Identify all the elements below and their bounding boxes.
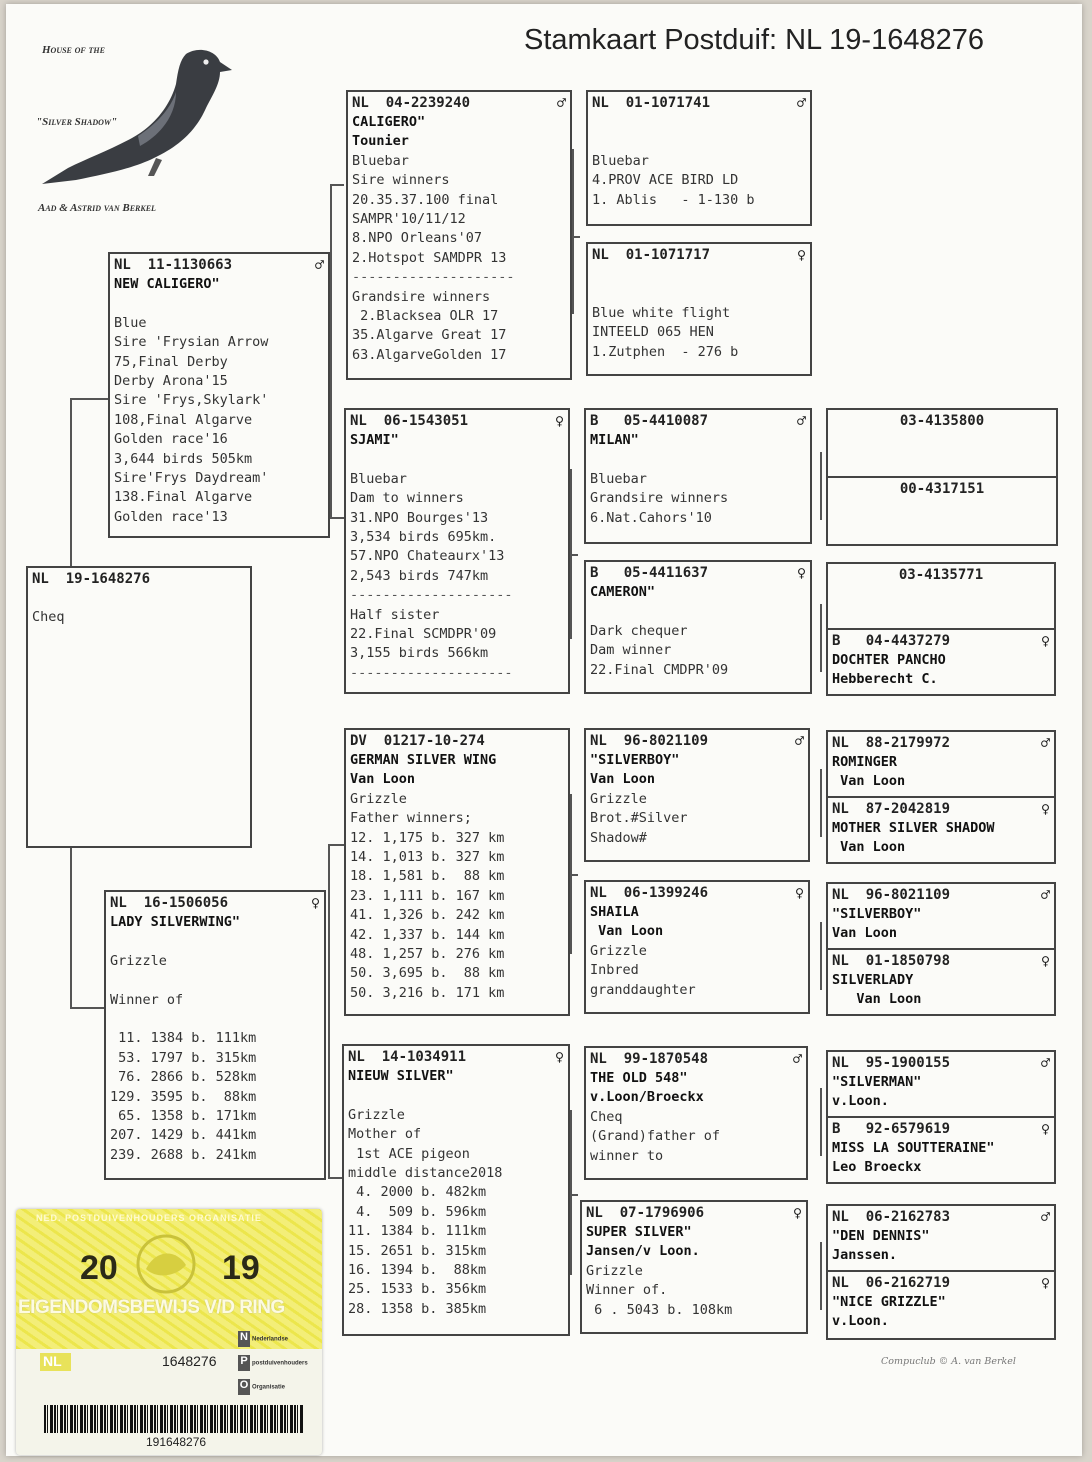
ring-code: NL 11-1130663 xyxy=(114,257,233,273)
ring-code: NL 07-1796906 xyxy=(586,1205,705,1221)
info-line: Van Loon xyxy=(832,773,906,790)
info-line: 1.Zutphen - 276 b xyxy=(592,343,739,360)
info-line: Father winners; xyxy=(350,810,472,827)
sex-symbol-icon: ♀ xyxy=(1040,1274,1050,1292)
info-line: "DEN DENNIS" xyxy=(832,1228,930,1244)
info-line: 57.NPO Chateaurx'13 xyxy=(350,548,505,565)
connector-line xyxy=(570,1110,572,1275)
sex-symbol-icon: ♂ xyxy=(556,94,566,112)
ring-number xyxy=(110,894,320,913)
info-line xyxy=(114,294,324,313)
dam-dam-sire-box xyxy=(584,1046,808,1180)
ring-code: DV 01217-10-274 xyxy=(350,733,485,749)
info-line: Shadow# xyxy=(590,829,647,846)
info-line: CAMERON" xyxy=(590,584,656,600)
info-line: Half sister xyxy=(350,606,440,623)
pigeon-logo-icon xyxy=(36,40,236,190)
info-line: Winner of xyxy=(110,991,184,1008)
info-line: 25. 1533 b. 356km xyxy=(348,1281,487,1298)
info-line: v.Loon. xyxy=(832,1093,889,1110)
ring-code: B 05-4410087 xyxy=(590,413,709,429)
ring-number xyxy=(832,734,1050,753)
sex-symbol-icon: ♂ xyxy=(796,412,806,430)
connector-line xyxy=(572,236,580,238)
info-line: Golden race'13 xyxy=(114,508,228,525)
ring-code: B 04-4437279 xyxy=(832,633,951,649)
info-line: Van Loon xyxy=(832,991,922,1008)
ring-number xyxy=(832,1120,1050,1139)
ring-code: NL 99-1870548 xyxy=(590,1051,709,1067)
info-line: Golden race'16 xyxy=(114,431,228,448)
dam-dam-dam-box xyxy=(580,1200,808,1334)
barcode-number: 191648276 xyxy=(146,1435,207,1449)
dam-box xyxy=(104,890,326,1180)
ring-number xyxy=(592,94,806,113)
info-line: "NICE GRIZZLE" xyxy=(832,1294,946,1310)
ring-number xyxy=(590,564,806,583)
info-line: middle distance2018 xyxy=(348,1165,503,1182)
info-line: Sire'Frys Daydream' xyxy=(114,470,269,487)
info-line: 138.Final Algarve xyxy=(114,489,253,506)
great-grandparent-box xyxy=(826,1050,1056,1118)
sire-box xyxy=(108,252,330,538)
info-line: "SILVERBOY" xyxy=(590,752,680,768)
ring-code: NL 96-8021109 xyxy=(832,887,951,903)
info-line: 2.Hotspot SAMDPR 13 xyxy=(352,249,507,266)
connector-line xyxy=(820,1088,822,1156)
ring-number xyxy=(590,412,806,431)
info-line xyxy=(592,284,806,303)
info-line: v.Loon. xyxy=(832,1313,889,1330)
info-line: 16. 1394 b. 88km xyxy=(348,1262,487,1279)
sire-dam-sire-box xyxy=(584,408,812,544)
connector-line xyxy=(570,1194,578,1196)
sex-symbol-icon: ♂ xyxy=(1040,886,1050,904)
info-line xyxy=(32,589,246,608)
great-grandparent-box xyxy=(826,882,1056,950)
info-line: Grizzle xyxy=(350,790,407,807)
connector-line xyxy=(570,874,578,876)
info-line xyxy=(110,1010,320,1029)
connector-line xyxy=(572,149,574,314)
info-line: 11. 1384 b. 111km xyxy=(110,1030,257,1047)
info-line: Bluebar xyxy=(352,152,409,169)
info-line: 6.Nat.Cahors'10 xyxy=(590,509,712,526)
ring-code: NL 04-2239240 xyxy=(352,95,471,111)
footer-credit: Compuclub © A. van Berkel xyxy=(881,1356,1016,1367)
ring-code: B 05-4411637 xyxy=(590,565,709,581)
info-line: Grizzle xyxy=(586,1262,643,1279)
info-line: 22.Final SCMDPR'09 xyxy=(350,626,497,643)
info-line: Winner of. xyxy=(586,1282,668,1299)
connector-line xyxy=(328,844,344,846)
logo-line-2: "Silver Shadow" xyxy=(36,116,118,128)
info-line: 22.Final CMDPR'09 xyxy=(590,661,729,678)
sex-symbol-icon: ♀ xyxy=(1040,952,1050,970)
info-line: Leo Broeckx xyxy=(832,1159,922,1176)
ring-number xyxy=(586,1204,802,1223)
ring-number xyxy=(832,480,1052,499)
ring-code: NL 16-1506056 xyxy=(110,895,229,911)
connector-line xyxy=(570,554,578,556)
info-line: 6 . 5043 b. 108km xyxy=(586,1301,733,1318)
logo-line-1: House of the xyxy=(42,44,105,56)
sex-symbol-icon: ♀ xyxy=(796,564,806,582)
info-line: SAMPR'10/11/12 xyxy=(352,211,466,228)
info-line: (Grand)father of xyxy=(590,1128,721,1145)
info-line: Grizzle xyxy=(590,790,647,807)
sex-symbol-icon: ♀ xyxy=(1040,1120,1050,1138)
ring-npo-line: O Organisatie xyxy=(238,1379,285,1395)
great-grandparent-box xyxy=(826,628,1056,696)
info-line xyxy=(110,932,320,951)
ring-number xyxy=(832,412,1052,431)
ring-code: 00-4317151 xyxy=(899,481,985,497)
info-line xyxy=(350,450,564,469)
info-line: Dam to winners xyxy=(350,490,464,507)
info-line: 3,155 birds 566km xyxy=(350,645,489,662)
info-line: Tounier xyxy=(352,133,409,150)
connector-line xyxy=(70,1007,104,1009)
connector-line xyxy=(820,1242,822,1310)
info-line: 76. 2866 b. 528km xyxy=(110,1069,257,1086)
sex-symbol-icon: ♀ xyxy=(794,884,804,902)
info-line: 3,534 birds 695km. xyxy=(350,529,497,546)
info-line: 15. 2651 b. 315km xyxy=(348,1242,487,1259)
sire-dam-dam-box xyxy=(584,560,812,694)
info-line: Janssen. xyxy=(832,1247,898,1264)
sire-sire-dam-box xyxy=(586,242,812,376)
info-line: 239. 2688 b. 241km xyxy=(110,1146,257,1163)
info-line: 23. 1,111 b. 167 km xyxy=(350,887,505,904)
info-line: SHAILA xyxy=(590,904,639,920)
info-line: granddaughter xyxy=(590,981,696,998)
info-line xyxy=(348,1086,564,1105)
info-line: SUPER SILVER" xyxy=(586,1224,692,1240)
separator-line: -------------------- xyxy=(350,664,513,681)
info-line: 41. 1,326 b. 242 km xyxy=(350,907,505,924)
info-line: Inbred xyxy=(590,962,639,979)
connector-line xyxy=(820,922,822,990)
info-line: Sire 'Frysian Arrow xyxy=(114,334,269,351)
ring-code: NL 88-2179972 xyxy=(832,735,951,751)
ring-code: NL 95-1900155 xyxy=(832,1055,951,1071)
info-line: LADY SILVERWING" xyxy=(110,914,241,930)
barcode xyxy=(44,1405,304,1433)
info-line: 48. 1,257 b. 276 km xyxy=(350,946,505,963)
sire-sire-sire-box xyxy=(586,90,812,226)
info-line: Van Loon xyxy=(590,923,664,940)
info-line: 18. 1,581 b. 88 km xyxy=(350,868,505,885)
info-line: Cheq xyxy=(590,1108,623,1125)
ring-number xyxy=(832,1274,1050,1293)
info-line: 108,Final Algarve xyxy=(114,411,253,428)
info-line: 53. 1797 b. 315km xyxy=(110,1049,257,1066)
info-line: 28. 1358 b. 385km xyxy=(348,1300,487,1317)
sex-symbol-icon: ♀ xyxy=(554,1048,564,1066)
sex-symbol-icon: ♂ xyxy=(792,1050,802,1068)
connector-line xyxy=(70,848,72,1008)
page-title: Stamkaart Postduif: NL 19-1648276 xyxy=(524,24,984,56)
info-line: NEW CALIGERO" xyxy=(114,276,220,292)
info-line: 2,543 birds 747km xyxy=(350,567,489,584)
info-line: 4.PROV ACE BIRD LD xyxy=(592,172,739,189)
ring-number xyxy=(832,1054,1050,1073)
ring-code: NL 01-1071741 xyxy=(592,95,711,111)
info-line: "SILVERMAN" xyxy=(832,1074,922,1090)
great-grandparent-box xyxy=(826,796,1056,864)
info-line: Grizzle xyxy=(110,952,167,969)
info-line: Dark chequer xyxy=(590,622,688,639)
great-grandparent-box xyxy=(826,408,1058,478)
sire-sire-box xyxy=(346,90,572,380)
info-line: Grizzle xyxy=(348,1106,405,1123)
separator-line: -------------------- xyxy=(350,587,513,604)
sex-symbol-icon: ♂ xyxy=(1040,1054,1050,1072)
info-line: Hebberecht C. xyxy=(832,671,938,688)
info-line: 42. 1,337 b. 144 km xyxy=(350,926,505,943)
info-line xyxy=(592,113,806,132)
ring-number xyxy=(114,256,324,275)
info-line: Grizzle xyxy=(590,942,647,959)
info-line: Van Loon xyxy=(590,771,656,788)
ring-number xyxy=(832,632,1050,651)
info-line: 3,644 birds 505km xyxy=(114,450,253,467)
info-line: DOCHTER PANCHO xyxy=(832,652,946,668)
ring-number xyxy=(832,1208,1050,1227)
dam-sire-box xyxy=(344,728,570,1016)
info-line xyxy=(110,971,320,990)
info-line: INTEELD 065 HEN xyxy=(592,324,714,341)
dam-sire-sire-box xyxy=(584,728,810,862)
ring-number xyxy=(350,732,564,751)
info-line xyxy=(592,265,806,284)
sire-dam-box xyxy=(344,408,570,694)
info-line: 207. 1429 b. 441km xyxy=(110,1127,257,1144)
pedigree-sheet xyxy=(6,4,1082,1456)
info-line: 14. 1,013 b. 327 km xyxy=(350,849,505,866)
info-line: 31.NPO Bourges'13 xyxy=(350,509,489,526)
info-line: Grandsire winners xyxy=(352,288,491,305)
ring-number xyxy=(32,570,246,589)
info-line: GERMAN SILVER WING xyxy=(350,752,497,768)
info-line: 2.Blacksea OLR 17 xyxy=(352,308,499,325)
info-line: ROMINGER xyxy=(832,754,898,770)
sex-symbol-icon: ♂ xyxy=(796,94,806,112)
info-line: 1. Ablis - 1-130 b xyxy=(592,191,755,208)
info-line: NIEUW SILVER" xyxy=(348,1068,454,1084)
ring-number xyxy=(590,732,804,751)
connector-line xyxy=(70,398,108,400)
info-line: Jansen/v Loon. xyxy=(586,1243,700,1260)
ring-code: 03-4135771 xyxy=(898,567,984,583)
ring-code: NL 14-1034911 xyxy=(348,1049,467,1065)
great-grandparent-box xyxy=(826,1204,1056,1272)
subject-box xyxy=(26,566,252,848)
info-line: SILVERLADY xyxy=(832,972,914,988)
info-line: Bluebar xyxy=(590,470,647,487)
info-line: winner to xyxy=(590,1147,664,1164)
connector-line xyxy=(330,517,344,519)
info-line: Derby Arona'15 xyxy=(114,373,228,390)
ring-number xyxy=(350,412,564,431)
info-line: v.Loon/Broeckx xyxy=(590,1089,704,1106)
great-grandparent-box xyxy=(826,1270,1056,1340)
info-line: SJAMI" xyxy=(350,432,399,448)
connector-line xyxy=(820,769,822,837)
ring-code: NL 01-1071717 xyxy=(592,247,711,263)
ring-number xyxy=(590,1050,802,1069)
info-line: MISS LA SOUTTERAINE" xyxy=(832,1140,995,1156)
sex-symbol-icon: ♂ xyxy=(1040,1208,1050,1226)
info-line: Blue xyxy=(114,314,147,331)
ring-code: NL 06-1399246 xyxy=(590,885,709,901)
ring-country: NL xyxy=(40,1353,71,1371)
ring-code: B 92-6579619 xyxy=(832,1121,951,1137)
info-line: 8.NPO Orleans'07 xyxy=(352,230,483,247)
connector-line xyxy=(820,604,822,672)
sex-symbol-icon: ♂ xyxy=(314,256,324,274)
sex-symbol-icon: ♀ xyxy=(554,412,564,430)
info-line: 20.35.37.100 final xyxy=(352,191,499,208)
ring-number xyxy=(832,800,1050,819)
info-line: 35.Algarve Great 17 xyxy=(352,327,507,344)
info-line: Dam winner xyxy=(590,642,672,659)
info-line: 50. 3,216 b. 171 km xyxy=(350,984,505,1001)
info-line xyxy=(592,132,806,151)
ring-code: NL 87-2042819 xyxy=(832,801,951,817)
ring-year-b: 19 xyxy=(222,1249,260,1287)
ring-npo-line: P postduivenhouders xyxy=(238,1355,308,1371)
info-line: 12. 1,175 b. 327 km xyxy=(350,829,505,846)
ring-number xyxy=(348,1048,564,1067)
sex-symbol-icon: ♀ xyxy=(1040,800,1050,818)
ring-code: 03-4135800 xyxy=(899,413,985,429)
sex-symbol-icon: ♂ xyxy=(794,732,804,750)
info-line xyxy=(590,602,806,621)
info-line: Bluebar xyxy=(350,470,407,487)
info-line: 65. 1358 b. 171km xyxy=(110,1108,257,1125)
info-line: 63.AlgarveGolden 17 xyxy=(352,346,507,363)
sex-symbol-icon: ♂ xyxy=(1040,734,1050,752)
info-line: Van Loon xyxy=(832,839,906,856)
info-line: Van Loon xyxy=(350,771,416,788)
connector-line xyxy=(820,452,822,520)
info-line: Van Loon xyxy=(832,925,898,942)
ring-number xyxy=(832,566,1050,585)
info-line: Grandsire winners xyxy=(590,490,729,507)
ring-code: NL 06-2162719 xyxy=(832,1275,951,1291)
great-grandparent-box xyxy=(826,562,1056,630)
info-line: 50. 3,695 b. 88 km xyxy=(350,965,505,982)
info-line: 75,Final Derby xyxy=(114,353,228,370)
connector-line xyxy=(70,398,72,566)
info-line: MOTHER SILVER SHADOW xyxy=(832,820,995,836)
sex-symbol-icon: ♀ xyxy=(310,894,320,912)
info-line: Sire 'Frys,Skylark' xyxy=(114,392,269,409)
info-line: Brot.#Silver xyxy=(590,810,688,827)
ring-number xyxy=(590,884,804,903)
info-line: 1st ACE pigeon xyxy=(348,1145,470,1162)
info-line: 129. 3595 b. 88km xyxy=(110,1088,257,1105)
info-line: Sire winners xyxy=(352,172,450,189)
great-grandparent-box xyxy=(826,730,1056,798)
ring-npo-line: N Nederlandse xyxy=(238,1331,288,1347)
info-line: THE OLD 548" xyxy=(590,1070,688,1086)
ring-number xyxy=(352,94,566,113)
great-grandparent-box xyxy=(826,476,1058,546)
sex-symbol-icon: ♀ xyxy=(1040,632,1050,650)
info-line xyxy=(590,450,806,469)
connector-line xyxy=(328,844,330,1178)
info-line: Blue white flight xyxy=(592,304,731,321)
ring-number xyxy=(832,886,1050,905)
great-grandparent-box xyxy=(826,948,1056,1016)
connector-line xyxy=(330,184,344,186)
info-line: "SILVERBOY" xyxy=(832,906,922,922)
ring-code: NL 01-1850798 xyxy=(832,953,951,969)
connector-line xyxy=(330,184,332,518)
ring-number: 1648276 xyxy=(162,1353,217,1369)
dam-dam-box xyxy=(342,1044,570,1336)
sex-symbol-icon: ♀ xyxy=(792,1204,802,1222)
ring-code: NL 06-2162783 xyxy=(832,1209,951,1225)
emblem-icon xyxy=(126,1229,206,1299)
ring-number xyxy=(832,952,1050,971)
ring-number xyxy=(592,246,806,265)
info-line: 4. 509 b. 596km xyxy=(348,1203,487,1220)
ring-code: NL 06-1543051 xyxy=(350,413,469,429)
ring-ownership-card xyxy=(16,1209,322,1455)
info-line: Cheq xyxy=(32,609,65,626)
logo-line-3: Aad & Astrid van Berkel xyxy=(38,202,156,214)
info-line: 11. 1384 b. 111km xyxy=(348,1223,487,1240)
sex-symbol-icon: ♀ xyxy=(796,246,806,264)
info-line: MILAN" xyxy=(590,432,639,448)
ring-title: EIGENDOMSBEWIJS V/D RING xyxy=(18,1297,285,1318)
ring-year-a: 20 xyxy=(80,1249,118,1287)
ring-code: NL 19-1648276 xyxy=(32,571,151,587)
ring-org-text: NED. POSTDUIVENHOUDERS ORGANISATIE xyxy=(36,1213,262,1223)
info-line: 4. 2000 b. 482km xyxy=(348,1184,487,1201)
info-line: Mother of xyxy=(348,1126,422,1143)
separator-line: -------------------- xyxy=(352,269,515,286)
info-line: CALIGERO" xyxy=(352,114,426,130)
dam-sire-dam-box xyxy=(584,880,810,1014)
info-line: Bluebar xyxy=(592,152,649,169)
great-grandparent-box xyxy=(826,1116,1056,1184)
ring-code: NL 96-8021109 xyxy=(590,733,709,749)
